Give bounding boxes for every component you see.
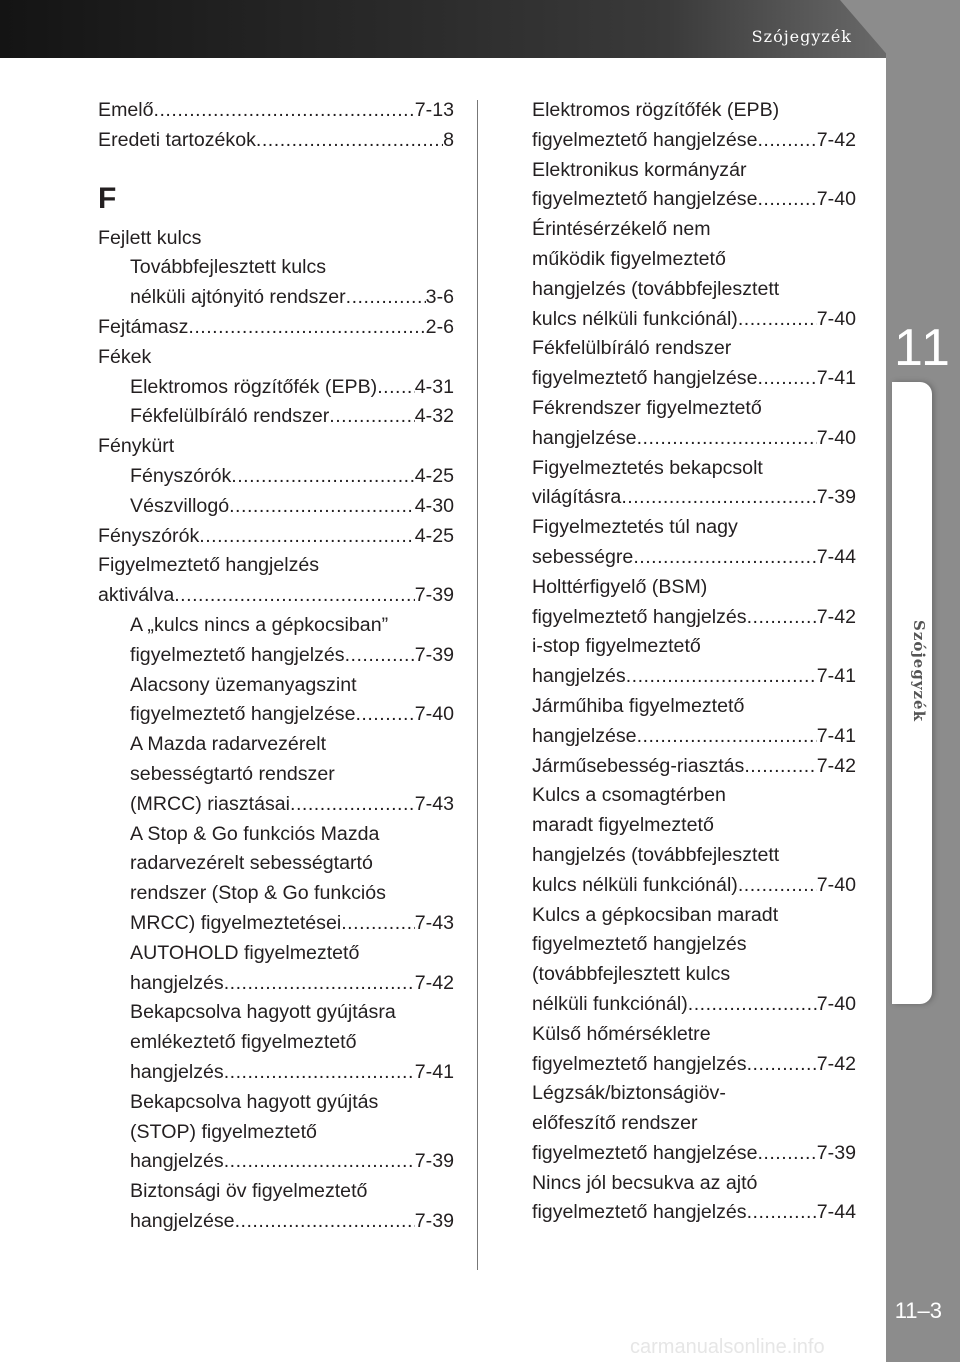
dot-leader	[744, 752, 816, 782]
index-entry	[98, 522, 454, 552]
index-entry-text: A Mazda radarvezérelt	[130, 733, 327, 756]
index-entry-page: 7-42	[816, 754, 856, 777]
index-entry-text: (MRCC) riasztásai	[130, 792, 291, 815]
index-entry-page: 4-32	[414, 405, 454, 428]
index-entry-text: hangjelzése	[532, 426, 637, 449]
index-entry	[98, 313, 454, 343]
index-entry	[532, 394, 856, 424]
index-entry-text: figyelmeztető hangjelzés	[532, 1052, 747, 1075]
index-entry	[532, 1169, 856, 1199]
dot-leader	[341, 909, 415, 939]
index-entry-text: Figyelmeztetés bekapcsolt	[532, 456, 763, 479]
index-entry-text: működik figyelmeztető	[532, 247, 726, 270]
index-entry-text: hangjelzés	[130, 1060, 224, 1083]
index-entry-text: sebességtartó rendszer	[130, 762, 335, 785]
dot-leader	[231, 462, 415, 492]
index-entry	[98, 998, 454, 1028]
index-entry	[532, 483, 856, 513]
index-entry-text: A Stop & Go funkciós Mazda	[130, 822, 380, 845]
index-entry-text: Elektronikus kormányzár	[532, 158, 747, 181]
index-entry-text: Fékfelülbíráló rendszer	[532, 337, 732, 360]
index-entry	[98, 909, 454, 939]
index-entry	[98, 551, 454, 581]
dot-leader	[174, 581, 415, 611]
index-entry	[532, 811, 856, 841]
index-entry	[98, 343, 454, 373]
index-entry-text: Alacsony üzemanyagszint	[130, 673, 357, 696]
index-entry-text: figyelmeztető hangjelzése	[532, 367, 758, 390]
index-entry	[98, 402, 454, 432]
index-entry	[532, 603, 856, 633]
dot-leader	[747, 1050, 817, 1080]
index-entry-page: 7-40	[816, 307, 856, 330]
dot-leader	[224, 969, 415, 999]
index-entry-text: Figyelmeztetés túl nagy	[532, 516, 738, 539]
dot-leader	[154, 96, 415, 126]
dot-leader	[224, 1147, 415, 1177]
index-entry	[98, 581, 454, 611]
index-entry	[532, 275, 856, 305]
dot-leader	[235, 1207, 415, 1237]
index-entry-text: figyelmeztető hangjelzés	[532, 933, 747, 956]
index-entry-text: A „kulcs nincs a gépkocsiban”	[130, 613, 389, 636]
index-entry-page: 7-40	[816, 992, 856, 1015]
dot-leader	[355, 700, 414, 730]
index-entry-text: Bekapcsolva hagyott gyújtásra	[130, 1001, 396, 1024]
index-entry-text: előfeszítő rendszer	[532, 1112, 698, 1135]
index-entry	[98, 126, 454, 156]
index-entry-page: 7-13	[414, 99, 454, 121]
index-entry	[532, 1198, 856, 1228]
index-entry	[532, 901, 856, 931]
index-entry-text: figyelmeztető hangjelzése	[532, 128, 758, 151]
index-entry-text: figyelmeztető hangjelzés	[532, 1201, 747, 1224]
dot-leader	[188, 313, 425, 343]
index-entry	[532, 662, 856, 692]
index-entry	[532, 1020, 856, 1050]
index-entry	[98, 432, 454, 462]
index-entry	[98, 671, 454, 701]
index-entry-text: aktiválva	[98, 584, 175, 607]
index-entry	[98, 1028, 454, 1058]
index-entry	[98, 641, 454, 671]
index-entry	[532, 364, 856, 394]
index-entry	[98, 224, 454, 254]
index-entry-page: 7-40	[414, 703, 454, 726]
dot-leader	[229, 492, 415, 522]
index-entry	[532, 215, 856, 245]
index-entry	[532, 454, 856, 484]
index-entry	[98, 253, 454, 283]
index-entry-text: hangjelzés	[130, 1150, 224, 1173]
index-entry-text: Fékfelülbíráló rendszer	[130, 405, 330, 428]
index-entry-page: 7-42	[816, 1052, 856, 1075]
dot-leader	[757, 1139, 816, 1169]
dot-leader	[626, 662, 817, 692]
index-entry	[532, 1079, 856, 1109]
index-entry-page: 7-39	[414, 1150, 454, 1173]
index-entry-text: Fejtámasz	[98, 315, 189, 338]
chapter-tab-label: Szójegyzék	[910, 620, 928, 722]
index-entry-text: emlékeztető figyelmeztető	[130, 1031, 357, 1054]
index-entry	[98, 1088, 454, 1118]
index-entry	[98, 879, 454, 909]
index-entry-page: 4-25	[414, 524, 454, 547]
index-entry-text: radarvezérelt sebességtartó	[130, 852, 373, 875]
index-entry	[532, 185, 856, 215]
section-letter: F	[98, 181, 117, 215]
index-entry-text: világításra	[532, 486, 622, 509]
index-entry	[532, 156, 856, 186]
dot-leader	[224, 1058, 415, 1088]
index-entry	[532, 722, 856, 752]
index-entry	[98, 730, 454, 760]
index-entry-text: i-stop figyelmeztető	[532, 635, 701, 658]
index-entry-text: (továbbfejlesztett kulcs	[532, 963, 731, 986]
index-entry	[98, 969, 454, 999]
index-entry-text: hangjelzés	[532, 665, 626, 688]
index-entry	[532, 692, 856, 722]
index-entry	[532, 930, 856, 960]
index-entry	[532, 424, 856, 454]
index-entry-page: 7-44	[816, 1201, 856, 1224]
index-entry-page: 7-44	[816, 545, 856, 568]
index-entry-text: Elektromos rögzítőfék (EPB)	[532, 99, 780, 121]
index-entry	[98, 700, 454, 730]
index-entry-page: 7-39	[414, 584, 454, 607]
index-entry-text: AUTOHOLD figyelmeztető	[130, 941, 360, 964]
index-entry	[98, 96, 454, 126]
index-entry-text: Figyelmeztető hangjelzés	[98, 554, 320, 577]
dot-leader	[747, 1198, 817, 1228]
index-entry	[532, 841, 856, 871]
index-entry-page: 7-43	[414, 792, 454, 815]
index-entry	[98, 939, 454, 969]
index-entry	[98, 1147, 454, 1177]
index-entry-page: 7-42	[816, 605, 856, 628]
index-entry	[532, 573, 856, 603]
index-entry-text: kulcs nélküli funkciónál)	[532, 307, 738, 330]
index-entry-text: Fénykürt	[98, 435, 175, 458]
dot-leader	[757, 185, 816, 215]
index-entry-text: hangjelzése	[532, 724, 637, 747]
watermark: carmanualsonline.info	[630, 1336, 825, 1358]
index-entry-page: 7-39	[414, 1209, 454, 1232]
index-entry	[532, 871, 856, 901]
index-entry	[532, 126, 856, 156]
dot-leader	[256, 126, 443, 156]
dot-leader	[377, 373, 415, 403]
index-entry-text: Külső hőmérsékletre	[532, 1022, 711, 1045]
index-entry	[532, 513, 856, 543]
index-entry	[98, 283, 454, 313]
index-entry	[98, 790, 454, 820]
index-entry-page: 7-40	[816, 873, 856, 896]
index-entry-text: Biztonsági öv figyelmeztető	[130, 1180, 368, 1203]
index-entry-page: 8	[443, 128, 454, 151]
chapter-number: 11	[894, 319, 952, 377]
index-entry-page: 7-41	[816, 367, 856, 390]
index-entry	[98, 462, 454, 492]
index-entry-page: 7-42	[414, 971, 454, 994]
index-entry-page: 7-41	[816, 665, 856, 688]
index-entry-page: 7-43	[414, 911, 454, 934]
index-entry-text: Érintésérzékelő nem	[532, 218, 711, 241]
index-entry	[98, 820, 454, 850]
index-entry-text: (STOP) figyelmeztető	[130, 1120, 317, 1143]
index-entry	[532, 1139, 856, 1169]
index-entry	[532, 543, 856, 573]
index-entry-text: hangjelzés	[130, 971, 224, 994]
index-entry-text: Vészvillogó	[130, 494, 230, 517]
dot-leader	[199, 522, 415, 552]
index-entry	[532, 752, 856, 782]
index-column-left	[98, 96, 454, 1237]
dot-leader	[637, 424, 817, 454]
index-entry-text: nélküli funkciónál)	[532, 992, 688, 1015]
dot-leader	[346, 283, 426, 313]
index-entry-page: 7-39	[414, 643, 454, 666]
index-entry	[532, 1109, 856, 1139]
dot-leader	[747, 603, 817, 633]
index-entry-text: figyelmeztető hangjelzése	[532, 1141, 758, 1164]
dot-leader	[738, 305, 817, 335]
index-entry-page: 7-40	[816, 426, 856, 449]
index-entry-text: Fényszórók	[130, 464, 232, 487]
index-entry	[98, 1058, 454, 1088]
index-entry-text: Holttérfigyelő (BSM)	[532, 575, 708, 598]
dot-leader	[621, 483, 816, 513]
index-entry-text: Kulcs a csomagtérben	[532, 784, 726, 807]
dot-leader	[633, 543, 816, 573]
index-entry	[532, 1050, 856, 1080]
index-entry	[532, 96, 856, 126]
index-entry-text: figyelmeztető hangjelzése	[130, 703, 356, 726]
index-entry	[98, 849, 454, 879]
index-entry-text: Fékek	[98, 345, 152, 368]
index-entry-text: Emelő	[98, 99, 154, 121]
index-entry-text: Légzsák/biztonságiöv-	[532, 1082, 726, 1105]
index-entry-text: nélküli ajtónyitó rendszer	[130, 286, 346, 309]
index-entry-text: figyelmeztető hangjelzés	[532, 605, 747, 628]
index-entry-page: 7-39	[816, 486, 856, 509]
index-entry-text: hangjelzés (továbbfejlesztett	[532, 277, 780, 300]
index-entry-text: figyelmeztető hangjelzése	[532, 188, 758, 211]
index-entry-text: Fejlett kulcs	[98, 226, 202, 249]
index-entry-text: hangjelzés (továbbfejlesztett	[532, 843, 780, 866]
index-entry-page: 4-30	[414, 494, 454, 517]
index-column-right	[532, 96, 856, 1228]
index-entry	[532, 305, 856, 335]
index-entry-page: 4-31	[414, 375, 454, 398]
dot-leader	[329, 402, 414, 432]
index-entry-text: sebességre	[532, 545, 634, 568]
index-entry-page: 7-40	[816, 188, 856, 211]
index-entry-page: 7-42	[816, 128, 856, 151]
index-entry-page: 4-25	[414, 464, 454, 487]
index-entry-text: Bekapcsolva hagyott gyújtás	[130, 1090, 379, 1113]
index-entry-text: rendszer (Stop & Go funkciós	[130, 882, 386, 905]
page-number: 11–3	[894, 1298, 942, 1323]
dot-leader	[345, 641, 415, 671]
index-entry-text: Továbbfejlesztett kulcs	[130, 256, 327, 279]
index-entry	[98, 760, 454, 790]
index-entry	[98, 1118, 454, 1148]
index-entry	[98, 1177, 454, 1207]
column-divider	[477, 100, 478, 1270]
index-entry-text: Fékrendszer figyelmeztető	[532, 396, 762, 419]
index-entry-text: Fényszórók	[98, 524, 200, 547]
dot-leader	[757, 364, 816, 394]
index-entry	[532, 632, 856, 662]
index-entry	[532, 960, 856, 990]
index-entry	[98, 1207, 454, 1237]
index-entry-page: 7-41	[816, 724, 856, 747]
dot-leader	[738, 871, 817, 901]
index-entry-text: Elektromos rögzítőfék (EPB)	[130, 375, 378, 398]
dot-leader	[688, 990, 817, 1020]
index-entry-text: Járműsebesség-riasztás	[532, 754, 745, 777]
index-entry-text: Nincs jól becsukva az ajtó	[532, 1171, 758, 1194]
index-entry-page: 7-39	[816, 1141, 856, 1164]
dot-leader	[290, 790, 415, 820]
index-entry-text: figyelmeztető hangjelzés	[130, 643, 345, 666]
index-entry-text: Járműhiba figyelmeztető	[532, 694, 745, 717]
index-entry	[98, 492, 454, 522]
index-entry-text: Eredeti tartozékok	[98, 128, 256, 151]
index-entry	[98, 373, 454, 403]
index-entry	[532, 781, 856, 811]
index-entry	[98, 611, 454, 641]
header-title: Szójegyzék	[751, 27, 852, 46]
index-entry	[532, 334, 856, 364]
index-entry-text: MRCC) figyelmeztetései	[130, 911, 342, 934]
dot-leader	[637, 722, 817, 752]
index-entry-page: 3-6	[425, 286, 454, 309]
index-entry-text: hangjelzése	[130, 1209, 235, 1232]
index-entry-text: kulcs nélküli funkciónál)	[532, 873, 738, 896]
index-entry-page: 7-41	[414, 1060, 454, 1083]
index-entry	[532, 990, 856, 1020]
index-entry-text: maradt figyelmeztető	[532, 814, 714, 837]
dot-leader	[757, 126, 816, 156]
index-entry-page: 2-6	[425, 315, 454, 338]
index-entry	[532, 245, 856, 275]
index-entry-text: Kulcs a gépkocsiban maradt	[532, 903, 779, 926]
